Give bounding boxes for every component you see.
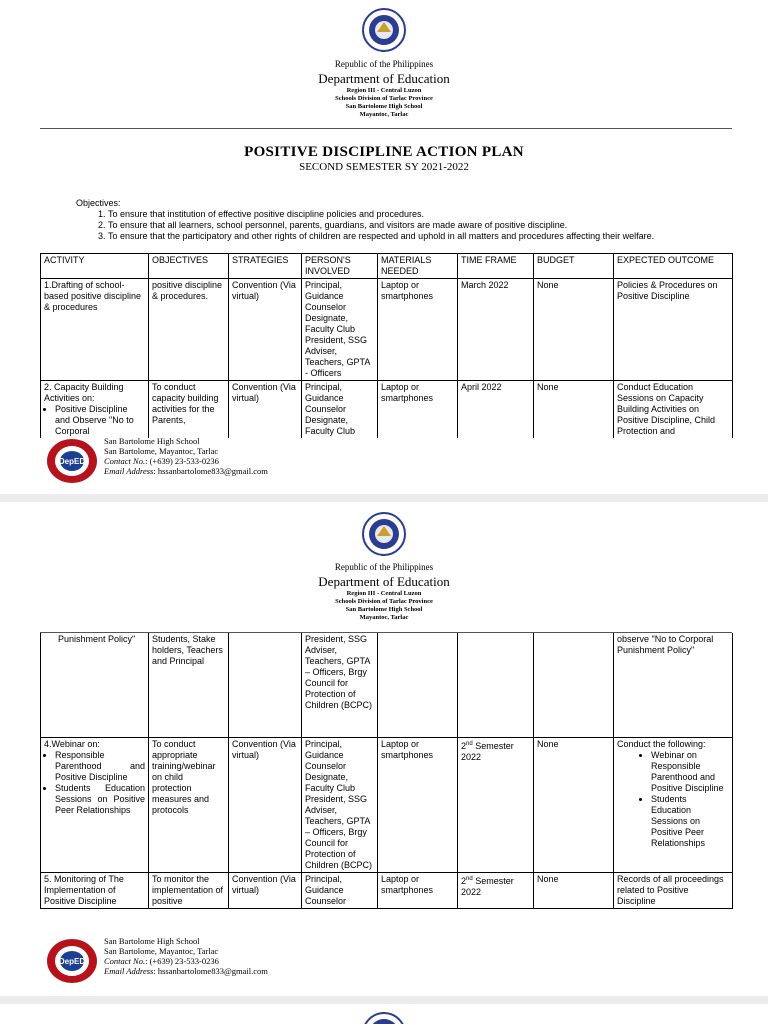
header-outcome: EXPECTED OUTCOME xyxy=(614,254,733,279)
action-plan-table xyxy=(40,253,733,438)
contact-label: Contact No. xyxy=(104,956,146,966)
deped-seal-icon xyxy=(362,8,406,52)
footer-school: San Bartolome High School xyxy=(104,936,200,946)
cell-persons: Principal, Guidance Counselor Designate, Faculty Club President, SSG Adviser, Teachers, GPTA – Officers, Brgy Council for Protection of Children (BCPC) xyxy=(302,737,378,872)
division-text: Schools Division of Tarlac Province xyxy=(335,95,433,102)
email-label: Email Address xyxy=(104,466,154,476)
cell-time xyxy=(458,872,534,908)
cell-budget: None xyxy=(534,381,614,439)
logo-text: DepED xyxy=(58,957,86,966)
footer-text xyxy=(104,936,268,976)
region-text: Region III - Central Luzon xyxy=(346,590,422,597)
cell-persons: Principal, Guidance Counselor Designate, Faculty Club xyxy=(302,381,378,439)
cell-persons: Principal, Guidance Counselor xyxy=(302,872,378,908)
objectives-list xyxy=(76,209,726,242)
time-num: 2 xyxy=(461,740,467,751)
cell-materials: Laptop or smartphones xyxy=(378,872,458,908)
cell-budget xyxy=(534,633,614,737)
activity-title: 4.Webinar on: xyxy=(44,738,100,749)
table-clip-page1 xyxy=(0,250,768,438)
cell-activity: 5. Monitoring of The Implementation of Positive Discipline xyxy=(41,872,149,908)
document-page-3 xyxy=(0,1004,768,1024)
page-footer xyxy=(40,436,440,486)
outcome-bullets xyxy=(617,750,729,849)
table-row xyxy=(41,381,733,439)
header-strategies: STRATEGIES xyxy=(229,254,302,279)
outcome-bullet: • Students Education Sessions on Positive Peer Relationships xyxy=(651,794,729,849)
header-persons: PERSON'S INVOLVED xyxy=(302,254,378,279)
cell-objectives: positive discipline & procedures. xyxy=(149,279,229,381)
republic-text: Republic of the Philippines xyxy=(334,562,434,572)
cell-outcome: Policies & Procedures on Positive Discipline xyxy=(614,279,733,381)
footer-address: San Bartolome, Mayantoc, Tarlac xyxy=(104,946,219,956)
email-value: : hssanbartolome833@gmail.com xyxy=(153,966,268,976)
cell-activity xyxy=(41,381,149,439)
time-rest: Semester 2022 xyxy=(461,875,514,897)
footer-email xyxy=(104,966,268,976)
cell-materials: Laptop or smartphones xyxy=(378,279,458,381)
email-value: : hssanbartolome833@gmail.com xyxy=(153,466,268,476)
school-logo-icon xyxy=(46,438,98,484)
contact-label: Contact No. xyxy=(104,456,146,466)
cell-objectives: To conduct appropriate training/webinar on child protection measures and protocols xyxy=(149,737,229,872)
contact-value: : (+639) 23-533-0236 xyxy=(145,456,219,466)
cell-activity: 1.Drafting of school-based positive discipline & procedures xyxy=(41,279,149,381)
town-text: Mayantoc, Tarlac xyxy=(359,614,409,621)
cell-objectives: To conduct capacity building activities for the Parents, xyxy=(149,381,229,439)
table-row xyxy=(41,279,733,381)
objective-item: 1. To ensure that institution of effective positive discipline policies and procedures. xyxy=(108,209,726,220)
cell-budget: None xyxy=(534,872,614,908)
header-materials: MATERIALS NEEDED xyxy=(378,254,458,279)
document-page-2 xyxy=(0,502,768,996)
region-text: Region III - Central Luzon xyxy=(346,87,422,94)
header-rule xyxy=(40,128,732,129)
logo-text: DepED xyxy=(58,457,86,466)
cell-materials xyxy=(378,633,458,737)
cell-strategies: Convention (Via virtual) xyxy=(229,872,302,908)
time-sup: nd xyxy=(466,740,473,747)
cell-persons: President, SSG Adviser, Teachers, GPTA – Officers, Brgy Council for Protection of Children (BCPC) xyxy=(302,633,378,737)
table-header-row xyxy=(41,254,733,279)
deped-seal-icon xyxy=(362,512,406,556)
cell-outcome: Records of all proceedings related to Positive Discipline xyxy=(614,872,733,908)
cell-outcome: observe "No to Corporal Punishment Policy" xyxy=(614,633,733,737)
header-budget: BUDGET xyxy=(534,254,614,279)
header-objectives: OBJECTIVES xyxy=(149,254,229,279)
activity-bullet: • Responsible Parenthood and Positive Discipline xyxy=(55,750,145,783)
cell-activity: Punishment Policy" xyxy=(41,633,149,737)
objective-item: 3. To ensure that the participatory and other rights of children are respected and uphold in all matters and procedures affecting their welfare. xyxy=(108,231,726,242)
page-footer xyxy=(40,936,440,986)
contact-value: : (+639) 23-533-0236 xyxy=(145,956,219,966)
department-text: Department of Education xyxy=(318,574,450,589)
document-title: POSITIVE DISCIPLINE ACTION PLAN xyxy=(244,144,524,160)
document-page-1 xyxy=(0,0,768,494)
action-plan-table-cont xyxy=(40,633,733,909)
outcome-bullet: • Webinar on Responsible Parenthood and Positive Discipline xyxy=(651,750,729,794)
cell-materials: Laptop or smartphones xyxy=(378,737,458,872)
table-row xyxy=(41,872,733,908)
footer-school: San Bartolome High School xyxy=(104,436,200,446)
activity-bullet: • Students Education Sessions on Positive Peer Relationships xyxy=(55,783,145,816)
footer-contact xyxy=(104,956,268,966)
cell-time xyxy=(458,633,534,737)
outcome-title: Conduct the following: xyxy=(617,738,706,749)
table-row xyxy=(41,633,733,737)
header-time-frame: TIME FRAME xyxy=(458,254,534,279)
cell-outcome xyxy=(614,737,733,872)
cell-time xyxy=(458,737,534,872)
email-label: Email Address xyxy=(104,966,154,976)
town-text: Mayantoc, Tarlac xyxy=(359,111,409,118)
school-logo-icon xyxy=(46,938,98,984)
cell-time: March 2022 xyxy=(458,279,534,381)
school-text: San Bartolome High School xyxy=(345,606,423,613)
deped-seal-icon xyxy=(362,1012,406,1024)
cell-persons: Principal, Guidance Counselor Designate, Faculty Club President, SSG Adviser, Teachers, GPTA - Officers xyxy=(302,279,378,381)
time-rest: Semester 2022 xyxy=(461,740,514,762)
cell-objectives: To monitor the implementation of positive xyxy=(149,872,229,908)
activity-title: 2. Capacity Building Activities on: xyxy=(44,382,124,403)
cell-strategies: Convention (Via virtual) xyxy=(229,381,302,439)
division-text: Schools Division of Tarlac Province xyxy=(335,598,433,605)
cell-activity xyxy=(41,737,149,872)
objectives-label: Objectives: xyxy=(76,198,121,208)
cell-outcome: Conduct Education Sessions on Capacity Building Activities on Positive Discipline, Child Protection and xyxy=(614,381,733,439)
cell-strategies: Convention (Via virtual) xyxy=(229,279,302,381)
republic-text: Republic of the Philippines xyxy=(334,59,434,69)
cell-strategies: Convention (Via virtual) xyxy=(229,737,302,872)
cell-objectives: Students, Stake holders, Teachers and Principal xyxy=(149,633,229,737)
document-subtitle: SECOND SEMESTER SY 2021-2022 xyxy=(299,161,469,173)
footer-email xyxy=(104,466,268,476)
time-sup: nd xyxy=(466,875,473,882)
department-text: Department of Education xyxy=(318,71,450,86)
cell-time: April 2022 xyxy=(458,381,534,439)
cell-budget: None xyxy=(534,737,614,872)
activity-bullet: • Positive Discipline and Observe "No to Corporal xyxy=(55,404,145,437)
activity-bullets xyxy=(44,404,145,437)
activity-bullets xyxy=(44,750,145,816)
table-row xyxy=(41,737,733,872)
time-num: 2 xyxy=(461,875,467,886)
school-text: San Bartolome High School xyxy=(345,103,423,110)
objective-item: 2. To ensure that all learners, school personnel, parents, guardians, and visitors are made aware of positive discipline. xyxy=(108,220,726,231)
objectives-section xyxy=(76,198,726,242)
footer-address: San Bartolome, Mayantoc, Tarlac xyxy=(104,446,219,456)
footer-text xyxy=(104,436,268,476)
header-activity: ACTIVITY xyxy=(41,254,149,279)
page-gap xyxy=(0,996,768,1004)
cell-materials: Laptop or smartphones xyxy=(378,381,458,439)
page-gap xyxy=(0,494,768,502)
table-clip-page2 xyxy=(0,633,768,950)
cell-strategies xyxy=(229,633,302,737)
cell-budget: None xyxy=(534,279,614,381)
footer-contact xyxy=(104,456,268,466)
